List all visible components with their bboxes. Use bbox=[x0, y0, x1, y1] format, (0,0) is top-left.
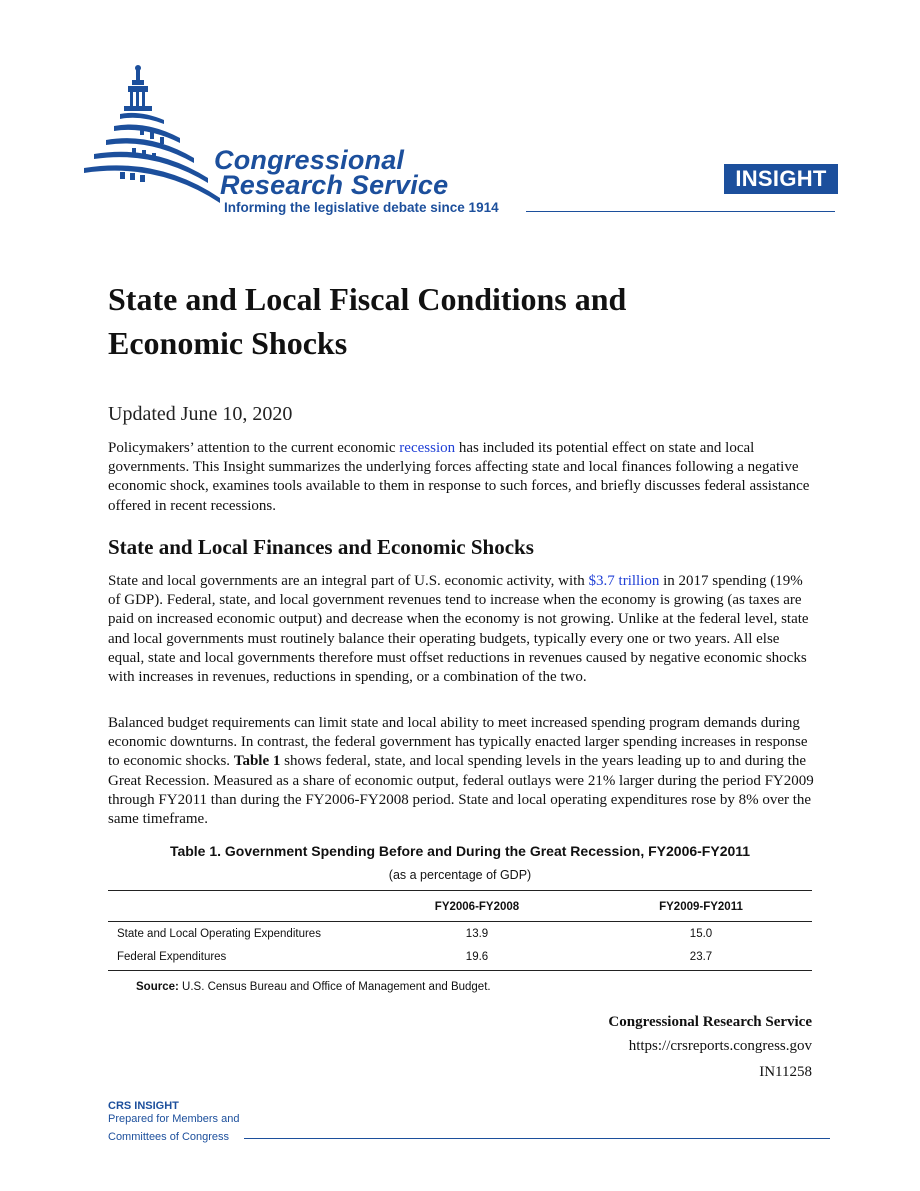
paragraph-1: State and local governments are an integral part of U.S. economic activity, with $3.7 trillion in 2017 spending (19% of GDP). Federal, state, and local government revenues tend to increase when the economy is growing (as taxes are paid on increased economic output) and decrease when the economy is not growing. Unlike at the federal level, state and local governments must routinely balance their operating budgets, typically every one or two years. All else equal, state and local governments therefore must offset reductions in revenues caused by negative economic shocks with increases in revenues, reductions in spending, or a combination of the two. bbox=[108, 573, 809, 686]
table-cell: 13.9 bbox=[465, 928, 489, 940]
updated-date: Updated June 10, 2020 bbox=[108, 403, 293, 425]
recession-link[interactable]: recession bbox=[399, 440, 456, 456]
table-source: Source: U.S. Census Bureau and Office of Management and Budget. bbox=[136, 981, 491, 993]
table-ref: Table 1 bbox=[233, 753, 281, 770]
page-title-line1: State and Local Fiscal Conditions and bbox=[108, 281, 627, 317]
table-cell: 23.7 bbox=[689, 951, 713, 963]
section-heading: State and Local Finances and Economic Shocks bbox=[108, 535, 534, 559]
column-header-fy2009-fy2011: FY2009-FY2011 bbox=[659, 901, 743, 913]
table-cell: 19.6 bbox=[465, 951, 489, 963]
logo-name-line2: Research Service bbox=[220, 170, 449, 200]
table-title: Table 1. Government Spending Before and During the Great Recession, FY2006-FY2011 bbox=[169, 843, 751, 859]
footer-line1: Prepared for Members and bbox=[108, 1113, 240, 1125]
column-header-fy2006-fy2008: FY2006-FY2008 bbox=[434, 901, 520, 913]
intro-paragraph: Policymakers’ attention to the current economic recession has included its potential effect on state and local governments. This Insight summarizes the underlying forces affecting state and local finances following a negative economic shock, examines tools available to them in response to such forces, and briefly discusses federal assistance offered in recent recessions. bbox=[108, 440, 810, 514]
footer-line2: Committees of Congress bbox=[108, 1131, 230, 1143]
table-subtitle: (as a percentage of GDP) bbox=[388, 868, 532, 882]
table-top-rule bbox=[108, 890, 812, 891]
table-row-label: Federal Expenditures bbox=[117, 951, 227, 963]
table-cell: 15.0 bbox=[689, 928, 713, 940]
report-id: IN11258 bbox=[759, 1064, 812, 1080]
table-header-rule bbox=[108, 921, 812, 922]
footer-label: CRS INSIGHT bbox=[108, 1100, 179, 1112]
logo-name-line1: Congressional bbox=[214, 145, 405, 175]
header-rule bbox=[526, 211, 835, 212]
table-bottom-rule bbox=[108, 970, 812, 971]
insight-badge: INSIGHT bbox=[724, 164, 838, 194]
crs-url[interactable]: https://crsreports.congress.gov bbox=[628, 1038, 812, 1054]
table-row-label: State and Local Operating Expenditures bbox=[117, 928, 321, 940]
capitol-dome-logo-icon bbox=[80, 64, 225, 214]
logo-tagline: Informing the legislative debate since 1914 bbox=[224, 200, 499, 215]
footer-rule bbox=[244, 1138, 830, 1139]
page-title-line2: Economic Shocks bbox=[108, 325, 348, 361]
crs-name: Congressional Research Service bbox=[608, 1014, 812, 1030]
paragraph-2: Balanced budget requirements can limit state and local ability to meet increased spending program demands during economic downturns. In contrast, the federal government has typically enacted larger spending increases in response to economic shocks. Table 1 shows federal, state, and local spending levels in the years leading up to and during the Great Recession. Measured as a share of economic output, federal outlays were 21% larger during the period FY2009 through FY2011 than during the FY2006-FY2008 period. State and local operating expenditures rose by 8% over the same timeframe. bbox=[108, 715, 814, 828]
spending-link[interactable]: $3.7 trillion bbox=[588, 573, 660, 589]
